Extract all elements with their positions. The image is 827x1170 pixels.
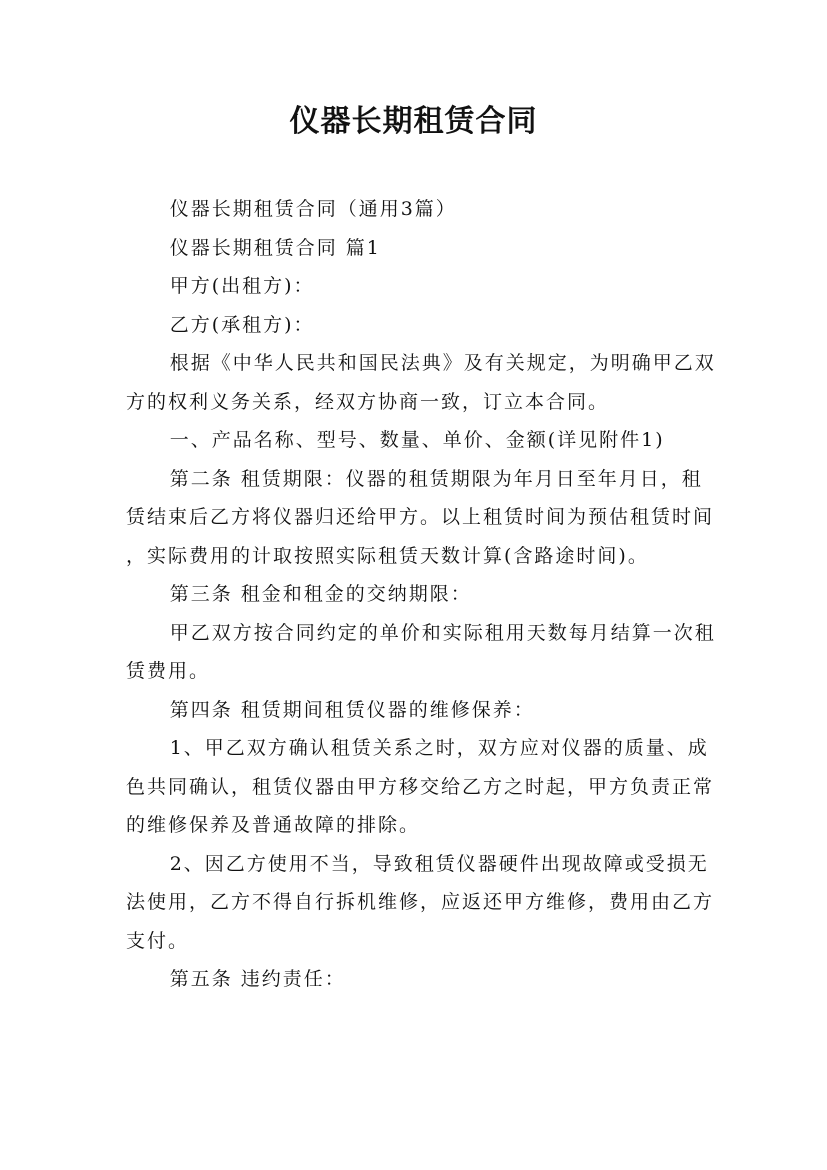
paragraph-party-a: 甲方(出租方)： [169,275,315,297]
paragraph-article-3-heading: 第三条 租金和租金的交纳期限： [169,583,472,605]
paragraph-article-2: 第二条 租赁期限：仪器的租赁期限为年月日至年月日，租赁结束后乙方将仪器归还给甲方。以上租赁时间为预估租赁时间，实际费用的计取按照实际租赁天数计算(含路途时间)。 [126,467,715,567]
paragraph-preamble: 根据《中华人民共和国民法典》及有关规定，为明确甲乙双方的权利义务关系，经双方协商一致，订立本合同。 [126,352,716,413]
paragraph-section-heading: 仪器长期租赁合同 篇1 [169,236,381,259]
paragraph-party-b: 乙方(承租方)： [169,313,315,336]
paragraph-article-3-body: 甲乙双方按合同约定的单价和实际租用天数每月结算一次租赁费用。 [126,621,716,682]
paragraph-article-5-heading: 第五条 违约责任： [169,968,346,990]
paragraph-subtitle: 仪器长期租赁合同（通用3篇） [169,198,457,220]
document-body [126,190,716,999]
paragraph-article-4-item-1: 1、甲乙双方确认租赁关系之时，双方应对仪器的质量、成色共同确认，租赁仪器由甲方移交给乙方之时起，甲方负责正常的维修保养及普通故障的排除。 [126,737,715,836]
paragraph-article-4-heading: 第四条 租赁期间租赁仪器的维修保养： [169,698,535,721]
document-title: 仪器长期租赁合同 [289,104,538,139]
paragraph-article-1: 一、产品名称、型号、数量、单价、金额(详见附件1) [169,429,665,451]
paragraph-article-4-item-2: 2、因乙方使用不当，导致租赁仪器硬件出现故障或受损无法使用，乙方不得自行拆机维修，应返还甲方维修，费用由乙方支付。 [126,852,715,952]
